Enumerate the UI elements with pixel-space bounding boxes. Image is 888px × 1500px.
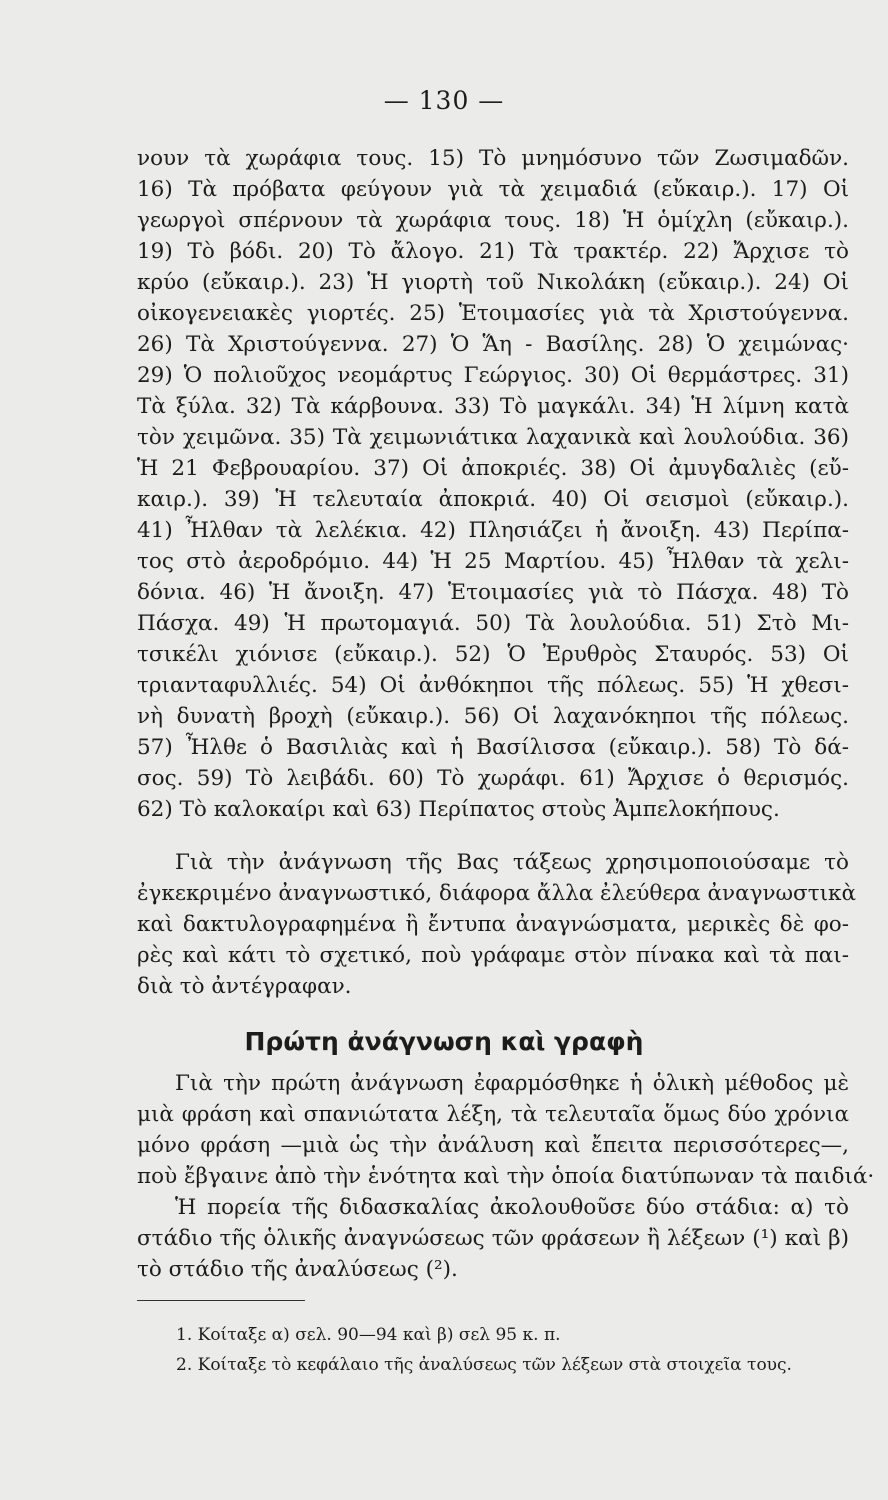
text-line: στάδιο τῆς ὁλικῆς ἀναγνώσεως τῶν φράσεων ἢ λέξεων (¹) καὶ β) xyxy=(137,1226,849,1251)
text-line: κρύο (εὔκαιρ.). 23) Ἡ γιορτὴ τοῦ Νικολάκη (εὔκαιρ.). 24) Οἱ xyxy=(137,270,849,295)
method-paragraph xyxy=(137,1068,875,1192)
text-line: 62) Τὸ καλοκαίρι καὶ 63) Περίπατος στοὺς Ἀμπελοκήπους. xyxy=(137,797,780,822)
text-line: τσικέλι χιόνισε (εὔκαιρ.). 52) Ὁ Ἐρυθρὸς Σταυρός. 53) Οἱ xyxy=(137,642,849,667)
reading-paragraph xyxy=(137,847,857,1002)
text-line: τος στὸ ἀεροδρόμιο. 44) Ἡ 25 Μαρτίου. 45) Ἦλθαν τὰ χελι- xyxy=(137,549,849,574)
section-heading: Πρώτη ἀνάγνωση καὶ γραφὴ xyxy=(244,1027,644,1056)
text-line: 26) Τὰ Χριστούγεννα. 27) Ὁ Ἅη - Βασίλης. 28) Ὁ χειμώνας· xyxy=(137,332,849,357)
text-line: διὰ τὸ ἀντέγραφαν. xyxy=(137,974,352,999)
text-line: ρὲς καὶ κάτι τὸ σχετικό, ποὺ γράφαμε στὸν πίνακα καὶ τὰ παι- xyxy=(137,943,849,968)
text-line: μόνο φράση —μιὰ ὡς τὴν ἀνάλυση καὶ ἔπειτα περισσότερες—, xyxy=(137,1133,849,1158)
text-line: τὸν χειμῶνα. 35) Τὰ χειμωνιάτικα λαχανικὰ καὶ λουλούδια. 36) xyxy=(137,425,849,450)
text-line: Ἡ 21 Φεβρουαρίου. 37) Οἱ ἀποκριές. 38) Οἱ ἀμυγδαλιὲς (εὔ- xyxy=(137,456,849,481)
text-line: 57) Ἦλθε ὁ Βασιλιὰς καὶ ἡ Βασίλισσα (εὔκαιρ.). 58) Τὸ δά- xyxy=(137,735,849,760)
text-line: Γιὰ τὴν ἀνάγνωση τῆς Βας τάξεως χρησιμοποιούσαμε τὸ xyxy=(175,850,849,875)
footnote-2: 2. Κοίταξε τὸ κεφάλαιο τῆς ἀναλύσεως τῶν λέξεων στὰ στοιχεῖα τους. xyxy=(176,1355,792,1375)
text-line: καὶ δακτυλογραφημένα ἢ ἔντυπα ἀναγνώσματα, μερικὲς δὲ φο- xyxy=(137,912,849,937)
text-line: ποὺ ἔβγαινε ἀπὸ τὴν ἑνότητα καὶ τὴν ὁποία διατύπωναν τὰ παιδιά· xyxy=(137,1164,875,1189)
text-line: μιὰ φράση καὶ σπανιώτατα λέξη, τὰ τελευταῖα ὅμως δύο χρόνια xyxy=(137,1102,849,1127)
text-line: 19) Τὸ βόδι. 20) Τὸ ἄλογο. 21) Τὰ τρακτέρ. 22) Ἄρχισε τὸ xyxy=(137,239,849,264)
text-line: νὴ δυνατὴ βροχὴ (εὔκαιρ.). 56) Οἱ λαχανόκηποι τῆς πόλεως. xyxy=(137,704,849,729)
text-line: 16) Τὰ πρόβατα φεύγουν γιὰ τὰ χειμαδιά (εὔκαιρ.). 17) Οἱ xyxy=(137,177,849,202)
footnote-divider xyxy=(137,1300,305,1301)
footnotes xyxy=(176,1320,866,1380)
page-number: — 130 — xyxy=(383,86,505,115)
text-line: 29) Ὁ πολιοῦχος νεομάρτυς Γεώργιος. 30) Οἱ θερμάστρες. 31) xyxy=(137,363,849,388)
text-line: καιρ.). 39) Ἡ τελευταία ἀποκριά. 40) Οἱ σεισμοὶ (εὔκαιρ.). xyxy=(137,487,849,512)
stages-paragraph xyxy=(137,1192,849,1285)
text-line: γεωργοὶ σπέρνουν τὰ χωράφια τους. 18) Ἡ ὁμίχλη (εὔκαιρ.). xyxy=(137,208,849,233)
text-line: δόνια. 46) Ἡ ἄνοιξη. 47) Ἑτοιμασίες γιὰ τὸ Πάσχα. 48) Τὸ xyxy=(137,580,849,605)
text-line: τὸ στάδιο τῆς ἀναλύσεως (²). xyxy=(137,1257,458,1282)
text-line: ἐγκεκριμένο ἀναγνωστικό, διάφορα ἄλλα ἐλεύθερα ἀναγνωστικὰ xyxy=(137,881,857,906)
text-line: σος. 59) Τὸ λειβάδι. 60) Τὸ χωράφι. 61) Ἄρχισε ὁ θερισμός. xyxy=(137,766,849,791)
footnote-1: 1. Κοίταξε α) σελ. 90—94 καὶ β) σελ 95 κ. π. xyxy=(176,1325,561,1345)
text-line: οἰκογενειακὲς γιορτές. 25) Ἑτοιμασίες γιὰ τὰ Χριστούγεννα. xyxy=(137,301,849,326)
text-line: Τὰ ξύλα. 32) Τὰ κάρβουνα. 33) Τὸ μαγκάλι. 34) Ἡ λίμνη κατὰ xyxy=(137,394,849,419)
text-line: νουν τὰ χωράφια τους. 15) Τὸ μνημόσυνο τῶν Ζωσιμαδῶν. xyxy=(137,146,849,171)
text-line: Πάσχα. 49) Ἡ πρωτομαγιά. 50) Τὰ λουλούδια. 51) Στὸ Μι- xyxy=(137,611,849,636)
text-line: Ἡ πορεία τῆς διδασκαλίας ἀκολουθοῦσε δύο στάδια: α) τὸ xyxy=(175,1195,849,1220)
text-line: τριανταφυλλιές. 54) Οἱ ἀνθόκηποι τῆς πόλεως. 55) Ἡ χθεσι- xyxy=(137,673,849,698)
text-line: Γιὰ τὴν πρώτη ἀνάγνωση ἐφαρμόσθηκε ἡ ὁλικὴ μέθοδος μὲ xyxy=(175,1071,849,1096)
topic-list-paragraph xyxy=(137,143,849,825)
text-line: 41) Ἦλθαν τὰ λελέκια. 42) Πλησιάζει ἡ ἄνοιξη. 43) Περίπα- xyxy=(137,518,849,543)
